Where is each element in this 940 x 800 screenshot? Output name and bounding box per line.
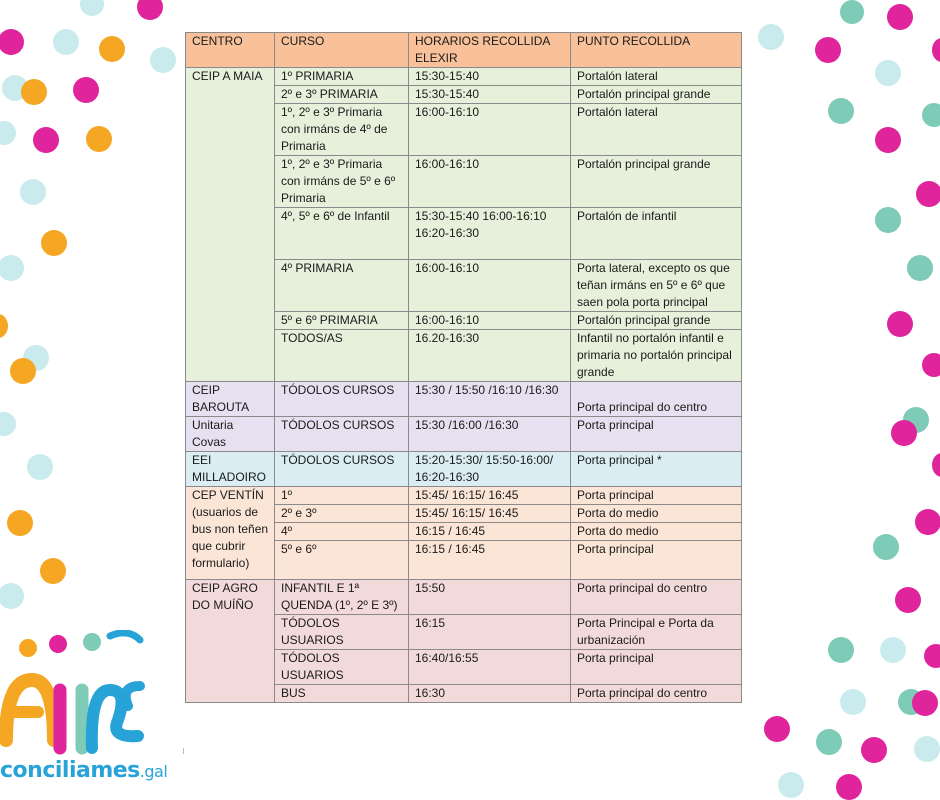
curso-cell: TÓDOLOS CURSOS bbox=[275, 417, 409, 452]
punto-cell: Porta principal bbox=[571, 650, 742, 685]
punto-cell: Porta principal bbox=[571, 417, 742, 452]
punto-cell: Porta Principal e Porta da urbanización bbox=[571, 615, 742, 650]
horario-cell: 16:15 bbox=[409, 615, 571, 650]
horario-cell: 16.20-16:30 bbox=[409, 330, 571, 382]
table-row bbox=[186, 487, 742, 505]
centro-cell: CEIP A MAIA bbox=[186, 68, 275, 382]
horario-cell: 15:30-15:40 16:00-16:10 16:20-16:30 bbox=[409, 208, 571, 260]
horario-cell: 15:50 bbox=[409, 580, 571, 615]
horario-cell: 16:00-16:10 bbox=[409, 260, 571, 312]
punto-cell: Portalón de infantil bbox=[571, 208, 742, 260]
pickup-schedule-table bbox=[185, 32, 742, 703]
punto-cell: Porta principal bbox=[571, 487, 742, 505]
table-row bbox=[186, 452, 742, 487]
curso-cell: 5º e 6º bbox=[275, 541, 409, 580]
curso-cell: 5º e 6º PRIMARIA bbox=[275, 312, 409, 330]
curso-cell: 4º, 5º e 6º de Infantil bbox=[275, 208, 409, 260]
horario-cell: 16:15 / 16:45 bbox=[409, 541, 571, 580]
curso-cell: 2º e 3º bbox=[275, 505, 409, 523]
header-punto: PUNTO RECOLLIDA bbox=[571, 33, 742, 68]
header-curso: CURSO bbox=[275, 33, 409, 68]
punto-cell: Porta principal bbox=[571, 541, 742, 580]
horario-cell: 16:00-16:10 bbox=[409, 104, 571, 156]
table-header-row bbox=[186, 33, 742, 68]
horario-cell: 15:30 / 15:50 /16:10 /16:30 bbox=[409, 382, 571, 417]
curso-cell: TÓDOLOS USUARIOS bbox=[275, 615, 409, 650]
logo-tld: .gal bbox=[139, 762, 168, 781]
centro-cell: Unitaria Covas bbox=[186, 417, 275, 452]
table-row bbox=[186, 382, 742, 417]
curso-cell: 1º bbox=[275, 487, 409, 505]
punto-cell: Portalón principal grande bbox=[571, 86, 742, 104]
header-centro: CENTRO bbox=[186, 33, 275, 68]
punto-cell: Porta lateral, excepto os que teñan irmáns en 5º e 6º que saen pola porta principal bbox=[571, 260, 742, 312]
divider bbox=[183, 748, 184, 754]
horario-cell: 15:30-15:40 bbox=[409, 86, 571, 104]
horario-cell: 16:30 bbox=[409, 685, 571, 703]
curso-cell: 2º e 3º PRIMARIA bbox=[275, 86, 409, 104]
horario-cell: 16:00-16:10 bbox=[409, 312, 571, 330]
curso-cell: 1º, 2º e 3º Primaria con irmáns de 5º e 6º Primaria bbox=[275, 156, 409, 208]
header-horarios: HORARIOS RECOLLIDA ELEXIR bbox=[409, 33, 571, 68]
table-row bbox=[186, 417, 742, 452]
punto-cell: Portalón principal grande bbox=[571, 156, 742, 208]
centro-cell: CEIP AGRO DO MUÍÑO bbox=[186, 580, 275, 703]
curso-cell: 1º PRIMARIA bbox=[275, 68, 409, 86]
punto-cell: Porta principal * bbox=[571, 452, 742, 487]
curso-cell: 4º PRIMARIA bbox=[275, 260, 409, 312]
horario-cell: 16:00-16:10 bbox=[409, 156, 571, 208]
punto-cell: Portalón lateral bbox=[571, 104, 742, 156]
logo-wordmark bbox=[0, 758, 167, 785]
centro-cell: EEI MILLADOIRO bbox=[186, 452, 275, 487]
curso-cell: INFANTIL E 1ª QUENDA (1º, 2º E 3º) bbox=[275, 580, 409, 615]
curso-cell: TÓDOLOS CURSOS bbox=[275, 382, 409, 417]
horario-cell: 16:15 / 16:45 bbox=[409, 523, 571, 541]
punto-cell: Portalón lateral bbox=[571, 68, 742, 86]
centro-cell: CEIP BAROUTA bbox=[186, 382, 275, 417]
curso-cell: BUS bbox=[275, 685, 409, 703]
punto-cell: Portalón principal grande bbox=[571, 312, 742, 330]
curso-cell: TÓDOLOS CURSOS bbox=[275, 452, 409, 487]
horario-cell: 15:30-15:40 bbox=[409, 68, 571, 86]
punto-cell: Porta principal do centro bbox=[571, 382, 742, 417]
table-row bbox=[186, 68, 742, 86]
curso-cell: TODOS/AS bbox=[275, 330, 409, 382]
punto-cell: Porta principal do centro bbox=[571, 685, 742, 703]
punto-cell: Porta do medio bbox=[571, 523, 742, 541]
horario-cell: 15:30 /16:00 /16:30 bbox=[409, 417, 571, 452]
horario-cell: 16:40/16:55 bbox=[409, 650, 571, 685]
table-row bbox=[186, 580, 742, 615]
horario-cell: 15:45/ 16:15/ 16:45 bbox=[409, 487, 571, 505]
horario-cell: 15:20-15:30/ 15:50-16:00/ 16:20-16:30 bbox=[409, 452, 571, 487]
centro-cell: CEP VENTÍN (usuarios de bus non teñen que cubrir formulario) bbox=[186, 487, 275, 580]
curso-cell: TÓDOLOS USUARIOS bbox=[275, 650, 409, 685]
curso-cell: 1º, 2º e 3º Primaria con irmáns de 4º de Primaria bbox=[275, 104, 409, 156]
horario-cell: 15:45/ 16:15/ 16:45 bbox=[409, 505, 571, 523]
punto-cell: Porta do medio bbox=[571, 505, 742, 523]
punto-cell: Infantil no portalón infantil e primaria no portalón principal grande bbox=[571, 330, 742, 382]
punto-cell: Porta principal do centro bbox=[571, 580, 742, 615]
curso-cell: 4º bbox=[275, 523, 409, 541]
logo-name: conciliames bbox=[0, 758, 140, 783]
